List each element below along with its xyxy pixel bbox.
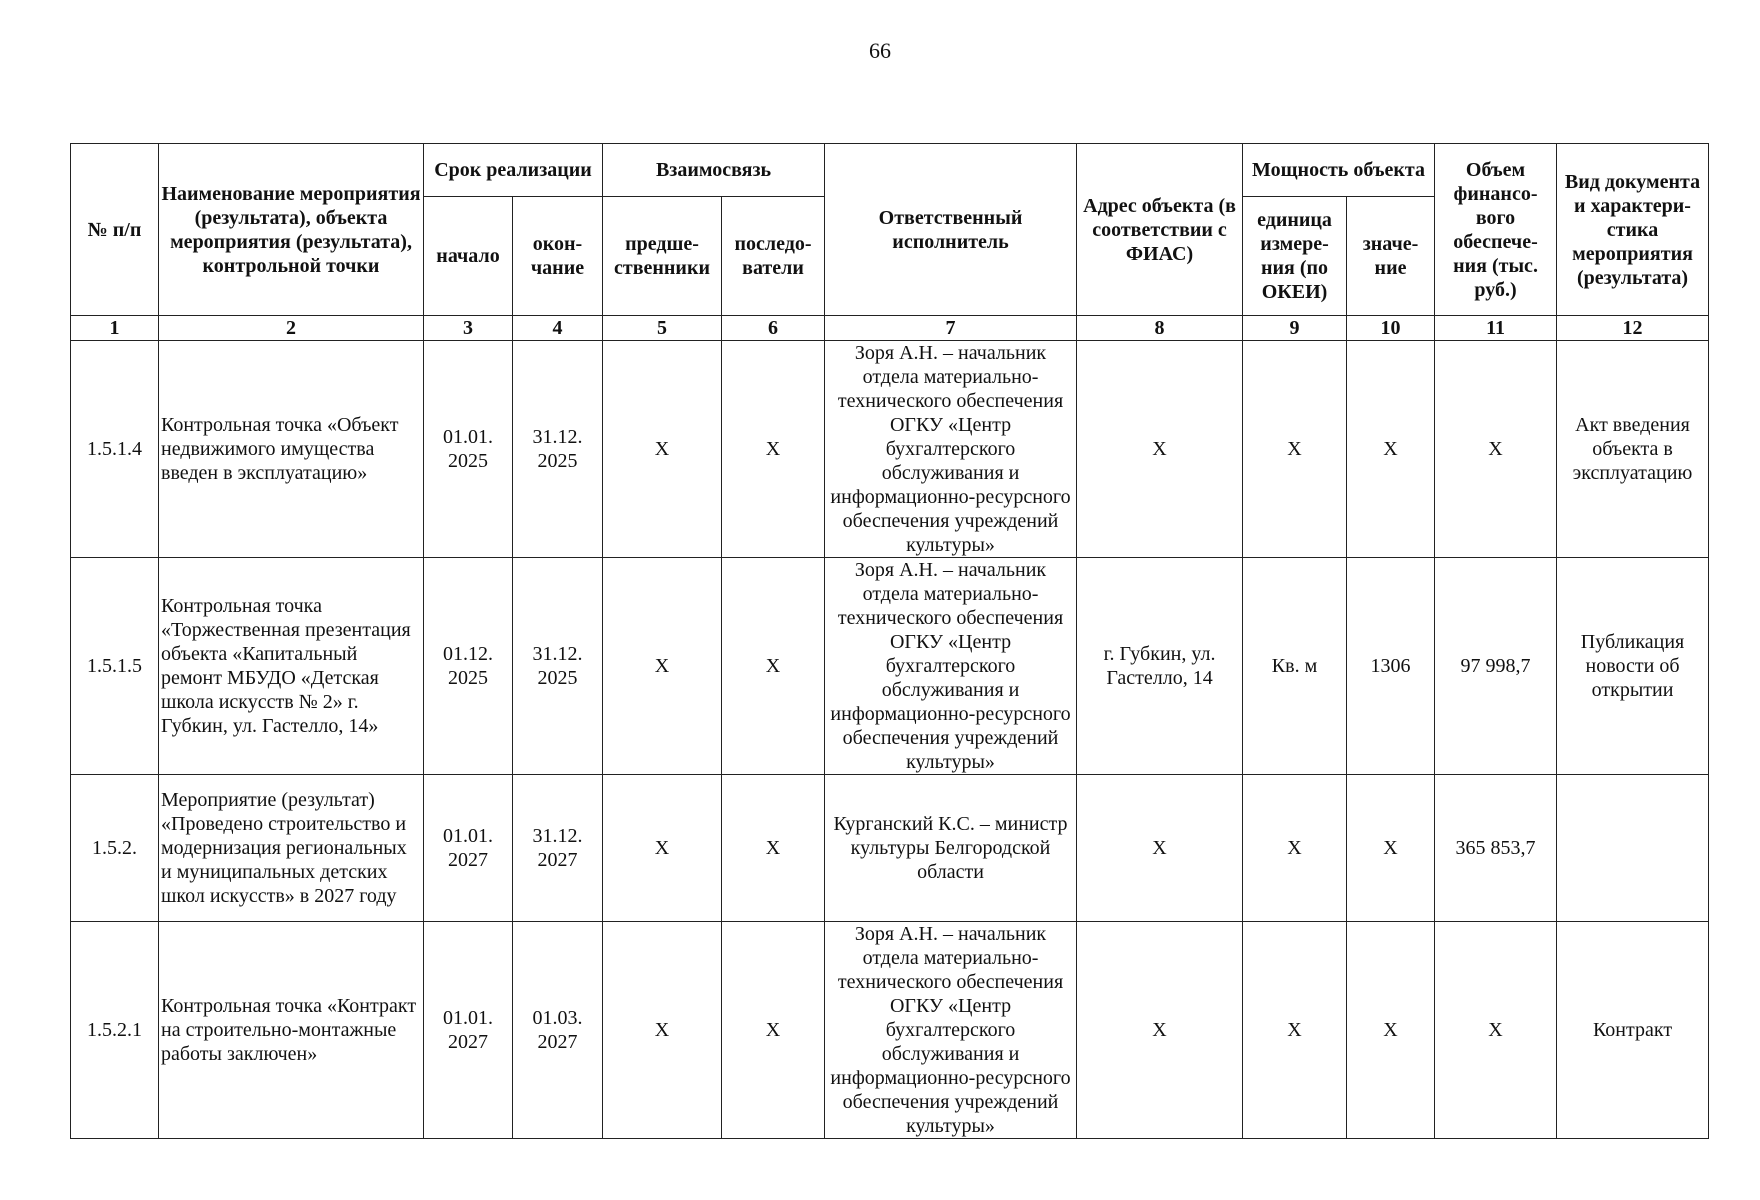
row-number: 1.5.1.4 <box>71 341 159 558</box>
header-period: Срок реализации <box>424 144 603 197</box>
row-prev: X <box>603 775 722 922</box>
header-finance: Объем финансо-вого обеспече-ния (тыс. руб.) <box>1435 144 1557 316</box>
row-next: X <box>722 558 825 775</box>
row-value: X <box>1347 341 1435 558</box>
header-relation: Взаимосвязь <box>603 144 825 197</box>
header-period-end: окон-чание <box>513 197 603 316</box>
table-row <box>71 775 1709 922</box>
table-row <box>71 341 1709 558</box>
row-address: X <box>1077 922 1243 1139</box>
row-value: X <box>1347 775 1435 922</box>
column-number: 1 <box>71 316 159 341</box>
column-number: 7 <box>825 316 1077 341</box>
column-number: 3 <box>424 316 513 341</box>
column-number: 11 <box>1435 316 1557 341</box>
header-period-start: начало <box>424 197 513 316</box>
row-finance: 365 853,7 <box>1435 775 1557 922</box>
column-number: 8 <box>1077 316 1243 341</box>
table-row <box>71 922 1709 1139</box>
row-next: X <box>722 341 825 558</box>
row-prev: X <box>603 922 722 1139</box>
row-finance: X <box>1435 341 1557 558</box>
row-doc: Акт введения объекта в эксплуатацию <box>1557 341 1709 558</box>
header-capacity-unit: единица измере-ния (по ОКЕИ) <box>1243 197 1347 316</box>
row-start: 01.01. 2027 <box>424 775 513 922</box>
header-doc-type: Вид документа и характери-стика мероприятия (результата) <box>1557 144 1709 316</box>
column-number-row <box>71 316 1709 341</box>
plan-table <box>70 143 1709 1139</box>
row-responsible: Зоря А.Н. – начальник отдела материально-технического обеспечения ОГКУ «Центр бухгалтерского обслуживания и информационно-ресурсного обеспечения учреждений культуры» <box>825 341 1077 558</box>
row-name: Контрольная точка «Контракт на строительно-монтажные работы заключен» <box>159 922 424 1139</box>
column-number: 6 <box>722 316 825 341</box>
row-unit: X <box>1243 922 1347 1139</box>
row-prev: X <box>603 558 722 775</box>
row-number: 1.5.2.1 <box>71 922 159 1139</box>
row-value: 1306 <box>1347 558 1435 775</box>
row-name: Контрольная точка «Объект недвижимого имущества введен в эксплуатацию» <box>159 341 424 558</box>
header-relation-prev: предше-ственники <box>603 197 722 316</box>
row-responsible: Зоря А.Н. – начальник отдела материально-технического обеспечения ОГКУ «Центр бухгалтерского обслуживания и информационно-ресурсного обеспечения учреждений культуры» <box>825 558 1077 775</box>
row-start: 01.01. 2027 <box>424 922 513 1139</box>
column-number: 2 <box>159 316 424 341</box>
table-row <box>71 558 1709 775</box>
column-number: 10 <box>1347 316 1435 341</box>
row-responsible: Курганский К.С. – министр культуры Белгородской области <box>825 775 1077 922</box>
column-number: 9 <box>1243 316 1347 341</box>
row-number: 1.5.1.5 <box>71 558 159 775</box>
row-name: Мероприятие (результат) «Проведено строительство и модернизация региональных и муниципальных детских школ искусств» в 2027 году <box>159 775 424 922</box>
header-capacity: Мощность объекта <box>1243 144 1435 197</box>
row-finance: 97 998,7 <box>1435 558 1557 775</box>
row-doc <box>1557 775 1709 922</box>
page-number: 66 <box>869 38 891 63</box>
row-finance: X <box>1435 922 1557 1139</box>
row-next: X <box>722 775 825 922</box>
column-number: 4 <box>513 316 603 341</box>
row-start: 01.12. 2025 <box>424 558 513 775</box>
row-unit: Кв. м <box>1243 558 1347 775</box>
header-num: № п/п <box>71 144 159 316</box>
row-address: X <box>1077 775 1243 922</box>
row-name: Контрольная точка «Торжественная презентация объекта «Капитальный ремонт МБУДО «Детская школа искусств № 2» г. Губкин, ул. Гастелло, 14» <box>159 558 424 775</box>
row-end: 31.12. 2027 <box>513 775 603 922</box>
row-number: 1.5.2. <box>71 775 159 922</box>
row-value: X <box>1347 922 1435 1139</box>
row-doc: Публикация новости об открытии <box>1557 558 1709 775</box>
header-name: Наименование мероприятия (результата), объекта мероприятия (результата), контрольной точки <box>159 144 424 316</box>
row-unit: X <box>1243 341 1347 558</box>
row-prev: X <box>603 341 722 558</box>
header-responsible: Ответственный исполнитель <box>825 144 1077 316</box>
row-end: 31.12. 2025 <box>513 558 603 775</box>
row-unit: X <box>1243 775 1347 922</box>
row-address: X <box>1077 341 1243 558</box>
row-start: 01.01. 2025 <box>424 341 513 558</box>
row-responsible: Зоря А.Н. – начальник отдела материально-технического обеспечения ОГКУ «Центр бухгалтерского обслуживания и информационно-ресурсного обеспечения учреждений культуры» <box>825 922 1077 1139</box>
header-capacity-value: значе-ние <box>1347 197 1435 316</box>
column-number: 12 <box>1557 316 1709 341</box>
row-doc: Контракт <box>1557 922 1709 1139</box>
header-address: Адрес объекта (в соответствии с ФИАС) <box>1077 144 1243 316</box>
column-number: 5 <box>603 316 722 341</box>
row-next: X <box>722 922 825 1139</box>
row-end: 01.03. 2027 <box>513 922 603 1139</box>
header-relation-next: последо-ватели <box>722 197 825 316</box>
row-end: 31.12. 2025 <box>513 341 603 558</box>
row-address: г. Губкин, ул. Гастелло, 14 <box>1077 558 1243 775</box>
